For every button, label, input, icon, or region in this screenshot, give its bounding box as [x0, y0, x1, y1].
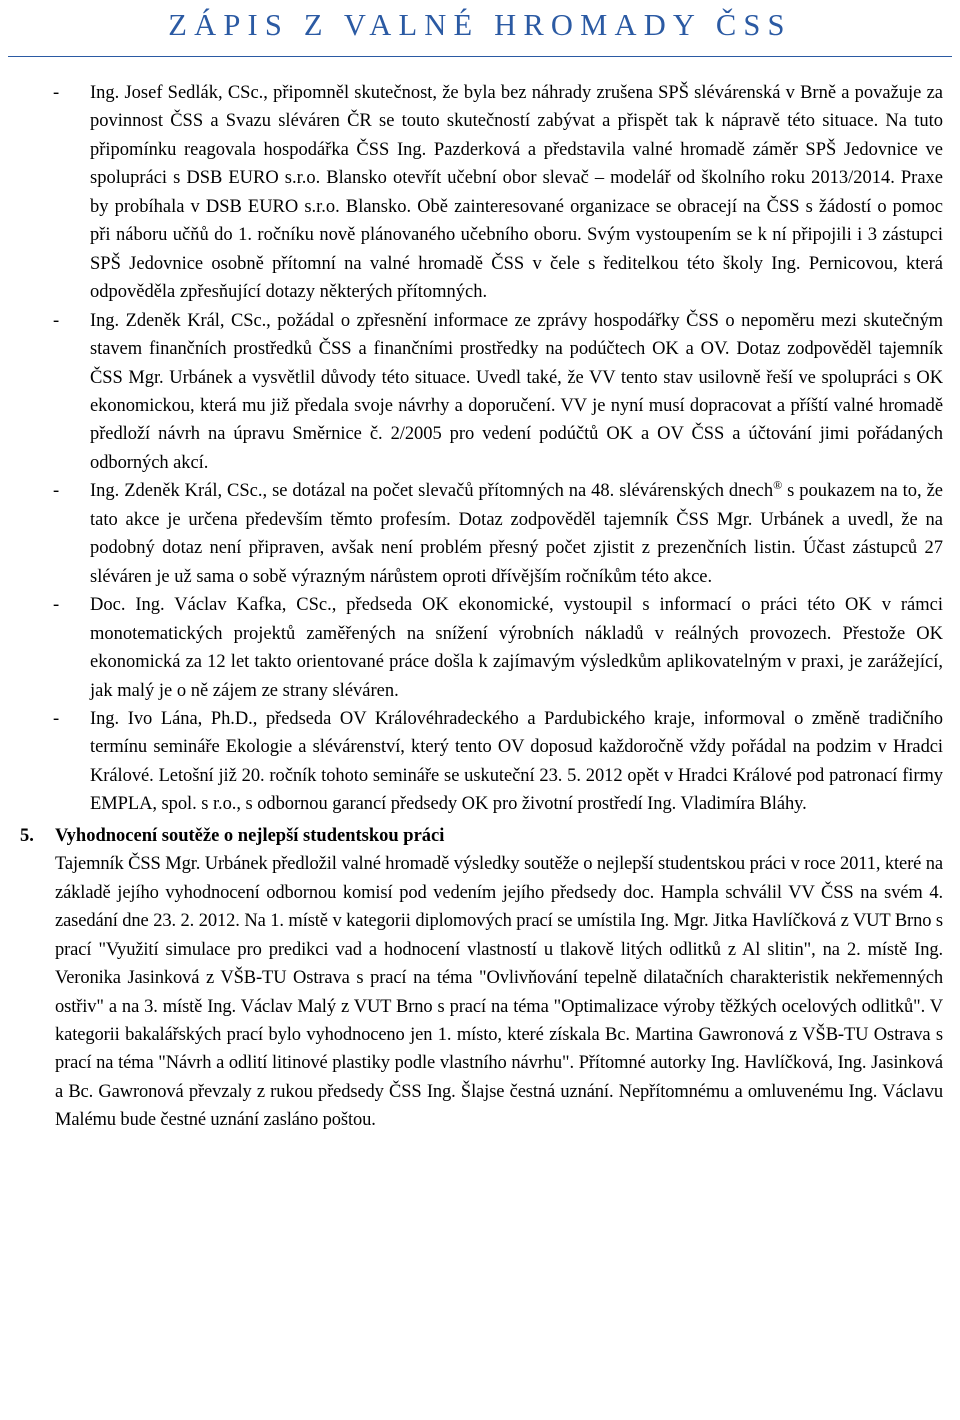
document-title: ZÁPIS Z VALNÉ HROMADY ČSS [168, 8, 792, 42]
bullet-dash: - [53, 481, 60, 502]
section-heading: Vyhodnocení soutěže o nejlepší studentskou práci [55, 825, 445, 846]
minutes-body [0, 79, 960, 1135]
item-text-continued: s poukazem na to, že tato akce je určena především těmto profesím. Dotaz zodpověděl tajemník ČSS Mgr. Urbánek a uvedl, že na podobný dotaz není připraven, avšak není problém přesný počet zjistit z prezenčních listin. Účast zástupců 27 sléváren je už sama o sobě výrazným nárůstem oproti dřívějším ročníkům této akce. [90, 481, 944, 587]
section-number: 5. [20, 825, 34, 846]
bullet-dash: - [53, 83, 60, 103]
discussion-item-sedlak [0, 79, 960, 307]
registered-mark: ® [773, 478, 783, 493]
item-text: Ing. Ivo Lána, Ph.D., předseda OV Královéhradeckého a Pardubického kraje, informoval o změně tradičního termínu semináře Ekologie a slévárenství, který tento OV doposud každoročně vždy pořádal na podzim v Hradci Králové. Letošní již 20. ročník tohoto semináře se uskuteční 23. 5. 2012 opět v Hradci Králové pod patronací firmy EMPLA, spol. s r.o., s odbornou garancí předsedy OK pro životní prostředí Ing. Vladimíra Bláhy. [90, 708, 943, 815]
discussion-item-kral-2 [0, 477, 960, 591]
item-text: Ing. Zdeněk Král, CSc., se dotázal na počet slevačů přítomných na 48. slévárenských dnech [90, 481, 774, 502]
bullet-dash: - [53, 310, 60, 331]
bullet-dash: - [53, 708, 60, 729]
item-text: Ing. Josef Sedlák, CSc., připomněl skutečnost, že byla bez náhrady zrušena SPŠ slévárenská v Brně a považuje za povinnost ČSS a Svazu sléváren ČR se touto skutečností zabývat a přispět tak k nápravě této situace. Na tuto připomínku reagovala hospodářka ČSS Ing. Pazderková a představila valné hromadě záměr SPŠ Jedovnice ve spolupráci s DSB EURO s.r.o. Blansko otevřít učební obor slevač – modelář od školního roku 2013/2014. Praxe by probíhala v DSB EURO s.r.o. Blansko. Obě zainteresované organizace se obracejí na ČSS s žádostí o pomoc při náboru učňů do 1. ročníku nově plánovaného učebního oboru. Svým vystoupením se k ní připojili i 3 zástupci SPŠ Jedovnice osobně přítomní na valné hromadě ČSS v čele s ředitelkou této školy Ing. Pernicovou, která odpověděla zpřesňující dotazy některých přítomných. [90, 83, 943, 303]
bullet-dash: - [53, 595, 60, 616]
discussion-item-lana [0, 705, 960, 819]
discussion-item-kafka [0, 591, 960, 705]
item-text: Ing. Zdeněk Král, CSc., požádal o zpřesnění informace ze zprávy hospodářky ČSS o nepoměru mezi skutečným stavem finančních prostředků ČSS a finančními prostředky na podúčtech OK a OV. Dotaz zodpověděl tajemník ČSS Mgr. Urbánek a vysvětlil důvody této situace. Uvedl také, že VV tento stav usilovně řeší ve spolupráci s OK ekonomickou, která mu již předala svoje návrhy a doporučení. VV je nyní musí dopracovat a příští valné hromadě předloží návrh na úpravu Směrnice č. 2/2005 pro vedení podúčtů OK a OV ČSS a účtování jimi pořádaných odborných akcí. [90, 310, 943, 473]
section-text: Tajemník ČSS Mgr. Urbánek předložil valné hromadě výsledky soutěže o nejlepší studentskou práci v roce 2011, které na základě jejího vyhodnocení odbornou komisí pod vedením jejího předsedy doc. Hampla schválil VV ČSS na svém 4. zasedání dne 23. 2. 2012. Na 1. místě v kategorii diplomových prací se umístila Ing. Mgr. Jitka Havlíčková z VUT Brno s prací "Využití simulace pro predikci vad a hodnocení vlastností u tlakově litých odlitků z Al slitin", na 2. místě Ing. Veronika Jasinková z VŠB-TU Ostrava s prací na téma "Ovlivňování tepelně dilatačních charakteristik nekřemenných ostřiv" a na 3. místě Ing. Václav Malý z VUT Brno s prací na téma "Optimalizace výroby těžkých ocelových odlitků". V kategorii bakalářských prací bylo vyhodnoceno jen 1. místo, které získala Bc. Martina Gawronová z VŠB-TU Ostrava s prací na téma "Návrh a odlití litinové plastiky podle vlastního návrhu". Přítomné autorky Ing. Havlíčková, Ing. Jasinková a Bc. Gawronová převzaly z rukou předsedy ČSS Ing. Šlajse čestná uznání. Nepřítomnému a omluvenému Ing. Václavu Malému bude čestné uznání zasláno poštou. [55, 854, 943, 1131]
discussion-item-kral-1 [0, 307, 960, 478]
title-underline [8, 56, 952, 57]
section-student-competition [0, 822, 960, 1135]
item-text: Doc. Ing. Václav Kafka, CSc., předseda OK ekonomické, vystoupil s informací o práci této OK v rámci monotematických projektů zaměřených na snížení výrobních nákladů v reálných provozech. Přestože OK ekonomická za 12 let takto orientované práce došla k zajímavým výsledkům aplikovatelným v praxi, je zarážející, jak malý je o ně zájem ze strany sléváren. [90, 595, 943, 701]
